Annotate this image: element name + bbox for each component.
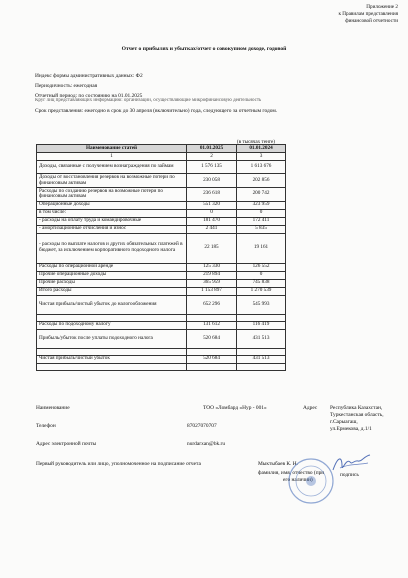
table-row — [37, 314, 286, 321]
row-name-cell: в том числе: — [37, 209, 187, 217]
row-value-2025 — [187, 363, 237, 370]
table-row — [37, 263, 286, 271]
row-name-cell: Прочие расходы — [37, 279, 187, 287]
index-cell: 2 — [187, 153, 237, 161]
row-value-2024 — [237, 363, 286, 370]
row-value-2024 — [237, 348, 286, 355]
table-row — [37, 225, 286, 233]
row-value-2024: 1 270 539 — [237, 287, 286, 295]
table-row — [37, 279, 286, 287]
row-value-2025: 1 576 135 — [187, 161, 237, 174]
row-name-cell: Доходы от восстановления резервов на возможные потери по финансовым активам — [37, 174, 187, 188]
org-name-label: Наименование — [36, 405, 70, 411]
row-value-2024: 1 613 676 — [237, 161, 286, 174]
row-value-2024: 0 — [237, 271, 286, 279]
row-value-2024: 5 835 — [237, 225, 286, 233]
row-value-2024: 431 513 — [237, 329, 286, 348]
phone-label: Телефон — [36, 423, 56, 429]
col-header-2025: 01.01.2025 — [187, 145, 237, 153]
row-name-cell: - расходы по выплате налогов и других обязательных платежей в бюджет, за исключением корпоративного подоходного налога — [37, 233, 187, 263]
row-name-cell — [37, 363, 187, 370]
row-value-2025: 1 153 897 — [187, 287, 237, 295]
email-label: Адрес электронной почты — [36, 441, 97, 447]
table-row — [37, 187, 286, 201]
row-value-2025: 652 296 — [187, 295, 237, 314]
units-note: (в тысячах тенге) — [236, 139, 275, 145]
row-value-2025: 520 684 — [187, 329, 237, 348]
row-name-cell: - расходы на оплату труда и командировочные — [37, 217, 187, 225]
table-row — [37, 355, 286, 363]
submission-deadline: Срок представления: ежегодно в срок до 30 апреля (включительно) года, следующего за отчетным годом. — [35, 108, 278, 114]
appendix-line-1: Приложение 2 — [366, 4, 398, 10]
col-header-2024: 01.01.2024 — [237, 145, 286, 153]
row-value-2024 — [237, 314, 286, 321]
row-value-2025 — [187, 314, 237, 321]
table-row — [37, 321, 286, 329]
address-line: г.Сарыагаш, — [330, 419, 358, 425]
row-name-cell: Операционные доходы — [37, 201, 187, 209]
report-table — [36, 144, 286, 371]
head-name: Мыктыбаев К. Н. — [258, 461, 298, 467]
address-line: ул.Ермекова, д.1/1 — [330, 426, 372, 432]
phone-value: 87027070707 — [187, 423, 217, 429]
row-value-2024: 200 742 — [237, 187, 286, 201]
row-value-2025: 181 470 — [187, 217, 237, 225]
table-row — [37, 209, 286, 217]
row-value-2025: 2 441 — [187, 225, 237, 233]
row-value-2024: 545 993 — [237, 295, 286, 314]
org-name-value: ТОО «Ломбард «Нур - 001» — [203, 405, 267, 411]
table-row — [37, 174, 286, 188]
table-row — [37, 329, 286, 348]
index-cell: 1 — [37, 153, 187, 161]
row-value-2025: 219 894 — [187, 271, 237, 279]
address-label: Адрес — [303, 405, 318, 411]
row-name-cell: Итого расходы — [37, 287, 187, 295]
row-value-2024: 116 419 — [237, 321, 286, 329]
row-value-2024: 745 838 — [237, 279, 286, 287]
head-caption: фамилия, имя, отчество (при — [258, 470, 325, 476]
head-label: Первый руководитель или лицо, уполномоченное на подписание отчета — [36, 461, 201, 467]
row-value-2024: 202 856 — [237, 174, 286, 188]
row-value-2024: 431 513 — [237, 355, 286, 363]
row-value-2025: 236 618 — [187, 187, 237, 201]
row-value-2025 — [187, 348, 237, 355]
table-row — [37, 217, 286, 225]
table-row — [37, 363, 286, 370]
row-name-cell: Расходы по операционной аренде — [37, 263, 187, 271]
row-value-2025: 551 320 — [187, 201, 237, 209]
table-row — [37, 295, 286, 314]
row-value-2025: 0 — [187, 209, 237, 217]
row-value-2025: 131 612 — [187, 321, 237, 329]
row-name-cell: Прибыль/убыток после уплаты подоходного налога — [37, 329, 187, 348]
periodicity: Периодичность: ежегодная — [35, 83, 98, 89]
row-name-cell: Доходы, связанные с получением вознаграждения по займам — [37, 161, 187, 174]
overlapped-note: Круг лиц представляющих информацию: организации, осуществляющие микрофинансовую деятельность — [35, 98, 262, 103]
table-row — [37, 161, 286, 174]
row-name-cell: Чистая прибыль/чистый убыток до налогообложения — [37, 295, 187, 314]
row-name-cell: Расходы по подоходному налогу — [37, 321, 187, 329]
col-header-name: Наименование статей — [37, 145, 187, 153]
row-name-cell: Расходы по созданию резервов на возможные потери по финансовым активам — [37, 187, 187, 201]
row-value-2024: 126 552 — [237, 263, 286, 271]
report-title: Отчет о прибылях и убытках/отчет о совокупном доходе, годовой — [121, 46, 287, 52]
email-value: nurdarxan@bk.ru — [187, 441, 226, 447]
table-row — [37, 233, 286, 263]
appendix-line-3: финансовой отчетности — [345, 18, 398, 24]
table-row — [37, 287, 286, 295]
row-name-cell: - амортизационные отчисления и износ — [37, 225, 187, 233]
company-stamp-icon — [286, 456, 336, 506]
reporting-period: Отчетный период: по состоянию на 01.01.2025 — [35, 93, 143, 99]
row-name-cell: Прочие операционные доходы — [37, 271, 187, 279]
address-block — [330, 405, 384, 433]
row-value-2025: 125 330 — [187, 263, 237, 271]
head-caption-2: его наличии) — [283, 477, 313, 483]
row-value-2025: 520 684 — [187, 355, 237, 363]
row-value-2025: 230 058 — [187, 174, 237, 188]
address-line: Республика Казахстан, — [330, 405, 383, 411]
signature-icon — [330, 452, 374, 476]
table-row — [37, 271, 286, 279]
signature-caption: подпись — [340, 472, 359, 478]
row-value-2024: 19 161 — [237, 233, 286, 263]
appendix-note — [278, 4, 398, 25]
address-line: Туркестанская область, — [330, 412, 384, 418]
table-header-row — [37, 145, 286, 153]
row-name-cell — [37, 314, 187, 321]
table-row — [37, 201, 286, 209]
row-value-2025: 22 185 — [187, 233, 237, 263]
row-value-2025: 365 959 — [187, 279, 237, 287]
appendix-line-2: к Правилам представления — [338, 11, 398, 17]
row-value-2024: 172 411 — [237, 217, 286, 225]
column-index-row — [37, 153, 286, 161]
index-cell: 3 — [237, 153, 286, 161]
form-index: Индекс формы административных данных: Ф2 — [35, 73, 143, 79]
row-value-2024: 323 959 — [237, 201, 286, 209]
row-name-cell: Чистая прибыль/чистый убыток — [37, 355, 187, 363]
row-value-2024: 0 — [237, 209, 286, 217]
